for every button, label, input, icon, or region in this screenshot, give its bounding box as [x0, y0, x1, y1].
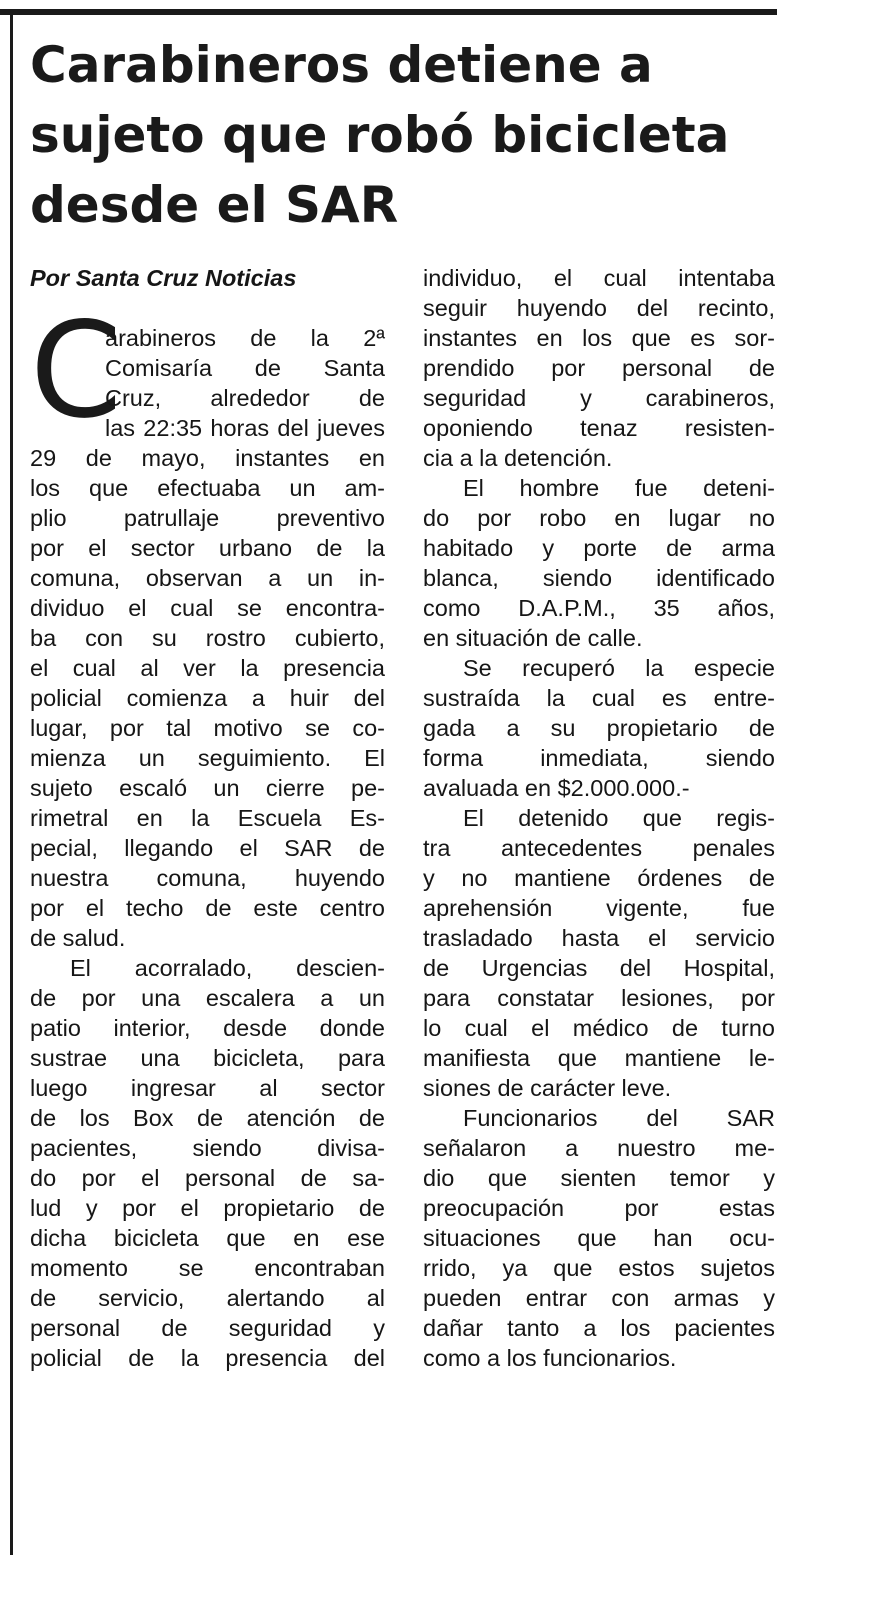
text-line: para constatar lesiones, por [423, 985, 775, 1011]
text-line: instantes en los que es sor- [423, 325, 775, 351]
left-rule [10, 15, 13, 1555]
text-line: ba con su rostro cubierto, [30, 625, 385, 651]
text-line: cia a la detención. [423, 445, 613, 471]
text-line: el cual al ver la presencia [30, 655, 385, 681]
text-line: do por robo en lugar no [423, 505, 775, 531]
text-line: seguir huyendo del recinto, [423, 295, 775, 321]
text-line: como a los funcionarios. [423, 1345, 677, 1371]
text-line: de Urgencias del Hospital, [423, 955, 775, 981]
text-line: preocupación por estas [423, 1195, 775, 1221]
text-line: de servicio, alertando al [30, 1285, 385, 1311]
text-line: Cruz, alrededor de [105, 385, 385, 411]
text-line: sujeto escaló un cierre pe- [30, 775, 385, 801]
text-line: policial comienza a huir del [30, 685, 385, 711]
text-line: lud y por el propietario de [30, 1195, 385, 1221]
text-line: El acorralado, descien- [70, 955, 385, 981]
headline-line: desde el SAR [30, 176, 399, 234]
text-line: dividuo el cual se encontra- [30, 595, 385, 621]
text-line: por el sector urbano de la [30, 535, 385, 561]
top-rule [0, 9, 777, 15]
text-line: mienza un seguimiento. El [30, 745, 385, 771]
text-line: en situación de calle. [423, 625, 643, 651]
text-line: patio interior, desde donde [30, 1015, 385, 1041]
text-line: arabineros de la 2ª [105, 325, 385, 351]
text-line: dañar tanto a los pacientes [423, 1315, 775, 1341]
text-line: manifiesta que mantiene le- [423, 1045, 775, 1071]
drop-cap: C [30, 294, 123, 448]
text-line: seguridad y carabineros, [423, 385, 775, 411]
text-line: habitado y porte de arma [423, 535, 775, 561]
article-headline [30, 30, 780, 240]
text-line: blanca, siendo identificado [423, 565, 775, 591]
text-line: avaluada en $2.000.000.- [423, 775, 690, 801]
article-column-left [30, 263, 385, 1373]
text-line: El detenido que regis- [463, 805, 775, 831]
text-line: forma inmediata, siendo [423, 745, 775, 771]
text-line: Funcionarios del SAR [463, 1105, 775, 1131]
text-line: oponiendo tenaz resisten- [423, 415, 775, 441]
text-line: situaciones que han ocu- [423, 1225, 775, 1251]
text-line: rrido, ya que estos sujetos [423, 1255, 775, 1281]
text-line: Se recuperó la especie [463, 655, 775, 681]
text-line: gada a su propietario de [423, 715, 775, 741]
text-line: Comisaría de Santa [105, 355, 385, 381]
text-line: los que efectuaba un am- [30, 475, 385, 501]
text-line: pacientes, siendo divisa- [30, 1135, 385, 1161]
text-line: y no mantiene órdenes de [423, 865, 775, 891]
text-line: señalaron a nuestro me- [423, 1135, 775, 1161]
text-line: de los Box de atención de [30, 1105, 385, 1131]
text-line: de salud. [30, 925, 126, 951]
text-line: individuo, el cual intentaba [423, 265, 775, 291]
text-line: luego ingresar al sector [30, 1075, 385, 1101]
text-line: tra antecedentes penales [423, 835, 775, 861]
text-line: policial de la presencia del [30, 1345, 385, 1371]
text-line: rimetral en la Escuela Es- [30, 805, 385, 831]
text-line: de por una escalera a un [30, 985, 385, 1011]
text-line: pecial, llegando el SAR de [30, 835, 385, 861]
text-line: dicha bicicleta que en ese [30, 1225, 385, 1251]
text-line: dio que sienten temor y [423, 1165, 775, 1191]
text-line: las 22:35 horas del jueves [105, 415, 385, 441]
text-line: comuna, observan a un in- [30, 565, 385, 591]
article-column-right [423, 263, 775, 1373]
text-line: pueden entrar con armas y [423, 1285, 775, 1311]
headline-line: Carabineros detiene a [30, 36, 653, 94]
text-line: trasladado hasta el servicio [423, 925, 775, 951]
text-line: sustrae una bicicleta, para [30, 1045, 385, 1071]
text-line: nuestra comuna, huyendo [30, 865, 385, 891]
headline-line: sujeto que robó bicicleta [30, 106, 730, 164]
text-line: momento se encontraban [30, 1255, 385, 1281]
text-line: por el techo de este centro [30, 895, 385, 921]
text-line: prendido por personal de [423, 355, 775, 381]
text-line: do por el personal de sa- [30, 1165, 385, 1191]
text-line: lugar, por tal motivo se co- [30, 715, 385, 741]
text-line: El hombre fue deteni- [463, 475, 775, 501]
text-line: plio patrullaje preventivo [30, 505, 385, 531]
text-line: aprehensión vigente, fue [423, 895, 775, 921]
text-line: sustraída la cual es entre- [423, 685, 775, 711]
article-byline: Por Santa Cruz Noticias [30, 265, 297, 291]
text-line: personal de seguridad y [30, 1315, 385, 1341]
text-line: como D.A.P.M., 35 años, [423, 595, 775, 621]
text-line: lo cual el médico de turno [423, 1015, 775, 1041]
text-line: siones de carácter leve. [423, 1075, 672, 1101]
text-line: 29 de mayo, instantes en [30, 445, 385, 471]
